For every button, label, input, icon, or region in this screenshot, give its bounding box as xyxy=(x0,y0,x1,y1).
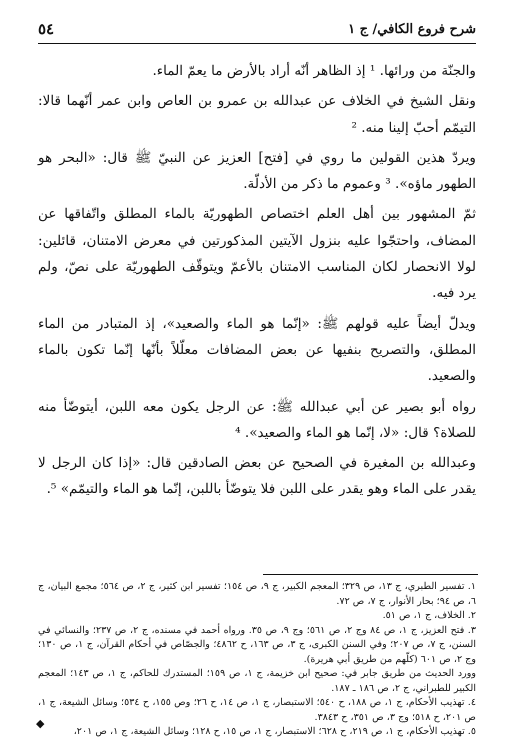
footnote-separator xyxy=(263,574,478,575)
footnote: ٤. تهذيب الأحكام، ج ١، ص ١٨٨، ح ٥٤٠؛ الاستبصار، ج ١، ص ١٤، ح ٢٦؛ وص ١٥٥، ح ٥٣٤؛ وسائل الشيعة، ج ١، ص ٢٠١، ح ٥١٨؛ وج ٣، ص ٣٥١، ح ٣٨٤٣. xyxy=(38,697,476,723)
page-number: ٥٤ xyxy=(38,20,55,38)
page-ornament-icon: ◆ xyxy=(36,717,45,730)
footnote: ٢. الخلاف، ج ١، ص ٥١. xyxy=(382,610,476,621)
footnote: ١. تفسير الطبري، ج ١٣، ص ٣٢٩؛ المعجم الكبير، ج ٩، ص ١٥٤؛ تفسير ابن كثير، ج ٢، ص ٥٦٤؛ مجمع البيان، ج ٦، ص ٩٤؛ بحار الأنوار، ج ٧، ص ٧٢. xyxy=(38,581,476,607)
paragraph: وعبدالله بن المغيرة في الصحيح عن بعض الصادقين قال: «إذا كان الرجل لا يقدر على الماء وهو يقدر على اللبن فلا يتوضّأ باللبن، إنّما هو الماء والتيمّم» ⁵. xyxy=(38,455,476,498)
paragraph: والجنّة من ورائها. ¹ إذ الظاهر أنّه أراد بالأرض ما يعمّ الماء. xyxy=(152,63,476,79)
paragraph: ويردّ هذين القولين ما روي في [فتح] العزيز عن النبيّ ﷺ قال: «البحر هو الطهور ماؤه». ³ وعموم ما ذكر من الأدلّة. xyxy=(38,149,476,193)
main-text xyxy=(38,58,476,507)
paragraph: ونقل الشيخ في الخلاف عن عبدالله بن عمرو بن العاص وابن عمر أنّهما قالا: التيمّم أحبّ إلينا منه. ² xyxy=(38,93,476,136)
footnote: ٣. فتح العزيز، ج ١، ص ٨٤ وج ٢، ص ٥٦١؛ وج ٩، ص ٣٥. ورواه أحمد في مسنده، ج ٢، ص ٢٣٧؛ والنسائي في السنن، ج ٧، ص ٢٠٧؛ وفي السنن الكبرى، ج ٣، ص ١٦٣، ح ٤٨٦٢؛ والجصّاص في أحكام القرآن، ج ١، ص ١٣٠؛ وج ٢، ص ٦٠١ (كلّهم من طريق أبي هريرة). xyxy=(38,624,477,665)
footnotes xyxy=(38,580,476,740)
paragraph: رواه أبو بصير عن أبي عبدالله ﷺ: عن الرجل يكون معه اللبن، أيتوضّأ منه للصلاة؟ قال: «لا، إنّما هو الماء والصعيد». ⁴ xyxy=(38,398,476,441)
running-title: شرح فروع الكافي/ ج ١ xyxy=(348,22,476,37)
header-rule xyxy=(38,43,476,44)
paragraph: ويدلّ أيضاً عليه قولهم ﷺ: «إنّما هو الماء والصعيد»، إذ المتبادر من الماء المطلق، والتصريح بنفيها عن بعض المضافات معلّلاً بأنّها إنّما تكون بالماء والصعيد. xyxy=(38,315,476,385)
footnote: وورد الحديث من طريق جابر في: صحيح ابن خزيمة، ج ١، ص ١٥٩؛ المستدرك للحاكم، ج ١، ص ١٤٣؛ المعجم الكبير للطبراني، ج ٢، ص ١٨٦ ـ ١٨٧. xyxy=(38,668,477,694)
paragraph: ثمّ المشهور بين أهل العلم اختصاص الطهوريّة بالماء المطلق واتّفاقها عن المضاف، واحتجّوا عليه بنزول الآيتين المذكورتين في معرض الامتنان، قائلين: لولا الانحصار لكان المناسب الامتنان بالأعمّ ويتوقّف الطهوريّة على نصّ، ولم يرد فيه. xyxy=(38,206,476,302)
page-header xyxy=(38,22,476,42)
footnote: ٥. تهذيب الأحكام، ج ١، ص ٢١٩، ح ٦٢٨؛ الاستبصار، ج ١، ص ١٥، ح ١٢٨؛ وسائل الشيعة، ج ١، ص ٢٠١، xyxy=(73,726,476,737)
